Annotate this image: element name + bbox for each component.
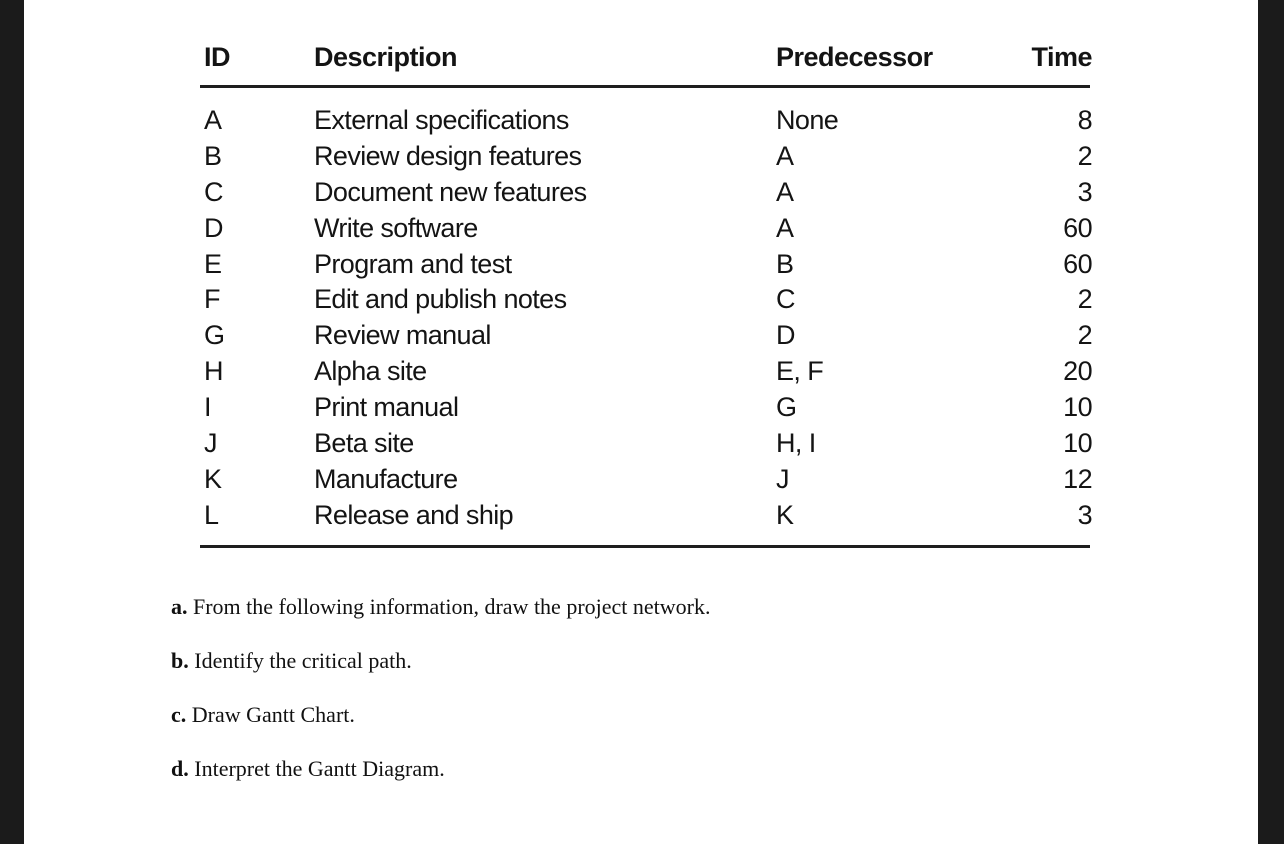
row-id: B (204, 140, 222, 171)
row-predecessor: C (776, 284, 795, 315)
row-id: J (204, 428, 217, 459)
row-time: 2 (1077, 320, 1092, 351)
header-rule (200, 85, 1090, 88)
table-row (200, 428, 1090, 464)
table-row (200, 105, 1090, 141)
table-row (200, 284, 1090, 320)
question-item (171, 756, 711, 810)
question-label: a. (171, 594, 188, 619)
question-text: Draw Gantt Chart. (186, 702, 355, 727)
row-id: A (204, 105, 222, 135)
row-description: Manufacture (314, 463, 458, 494)
row-description: Program and test (314, 248, 512, 279)
row-time: 3 (1077, 176, 1092, 207)
row-predecessor: A (776, 140, 794, 171)
table-row (200, 392, 1090, 428)
row-id: L (204, 499, 219, 530)
row-id: E (204, 248, 222, 279)
row-description: Edit and publish notes (314, 284, 567, 315)
row-id: G (204, 320, 225, 351)
row-description: Write software (314, 212, 478, 243)
question-item (171, 648, 711, 702)
row-description: Document new features (314, 176, 587, 207)
row-time: 10 (1063, 392, 1092, 423)
row-predecessor: E, F (776, 356, 824, 387)
header-description: Description (314, 42, 458, 72)
row-id: H (204, 356, 223, 387)
table-row (200, 320, 1090, 356)
row-time: 12 (1063, 463, 1092, 494)
table-row (200, 213, 1090, 249)
row-id: I (204, 392, 211, 423)
row-description: Beta site (314, 428, 414, 459)
row-description: Alpha site (314, 356, 427, 387)
row-predecessor: B (776, 248, 794, 279)
row-time: 60 (1063, 248, 1092, 279)
row-predecessor: None (776, 105, 839, 135)
table-row (200, 141, 1090, 177)
row-predecessor: A (776, 212, 794, 243)
row-time: 60 (1063, 212, 1092, 243)
question-label: c. (171, 702, 187, 727)
activity-table (200, 38, 1092, 530)
row-time: 3 (1077, 499, 1092, 530)
table-header (200, 38, 1090, 84)
row-description: Release and ship (314, 499, 514, 530)
row-predecessor: D (776, 320, 795, 351)
question-list (171, 594, 711, 810)
row-id: C (204, 176, 223, 207)
question-text: Interpret the Gantt Diagram. (188, 756, 445, 781)
row-predecessor: H, I (776, 428, 816, 459)
question-item (171, 702, 711, 756)
table-row (200, 500, 1090, 536)
row-description: External specifications (314, 105, 569, 135)
question-label: b. (171, 648, 189, 673)
header-time: Time (1031, 42, 1092, 72)
row-time: 8 (1077, 105, 1092, 135)
table-row (200, 249, 1090, 285)
row-time: 10 (1063, 428, 1092, 459)
row-time: 2 (1077, 140, 1092, 171)
row-description: Print manual (314, 392, 459, 423)
row-time: 2 (1077, 284, 1092, 315)
question-text: From the following information, draw the project network. (187, 594, 711, 619)
row-predecessor: G (776, 392, 797, 423)
header-id: ID (204, 42, 230, 72)
question-item (171, 594, 711, 648)
row-predecessor: K (776, 499, 794, 530)
table-row (200, 177, 1090, 213)
row-description: Review design features (314, 140, 582, 171)
row-time: 20 (1063, 356, 1092, 387)
document-page (24, 0, 1258, 844)
table-body (200, 105, 1090, 536)
row-id: D (204, 212, 223, 243)
question-label: d. (171, 756, 189, 781)
row-id: F (204, 284, 220, 315)
question-text: Identify the critical path. (188, 648, 412, 673)
row-id: K (204, 463, 222, 494)
row-predecessor: J (776, 463, 789, 494)
table-row (200, 464, 1090, 500)
header-predecessor: Predecessor (776, 42, 933, 72)
row-description: Review manual (314, 320, 491, 351)
table-row (200, 356, 1090, 392)
row-predecessor: A (776, 176, 794, 207)
bottom-rule (200, 545, 1090, 548)
